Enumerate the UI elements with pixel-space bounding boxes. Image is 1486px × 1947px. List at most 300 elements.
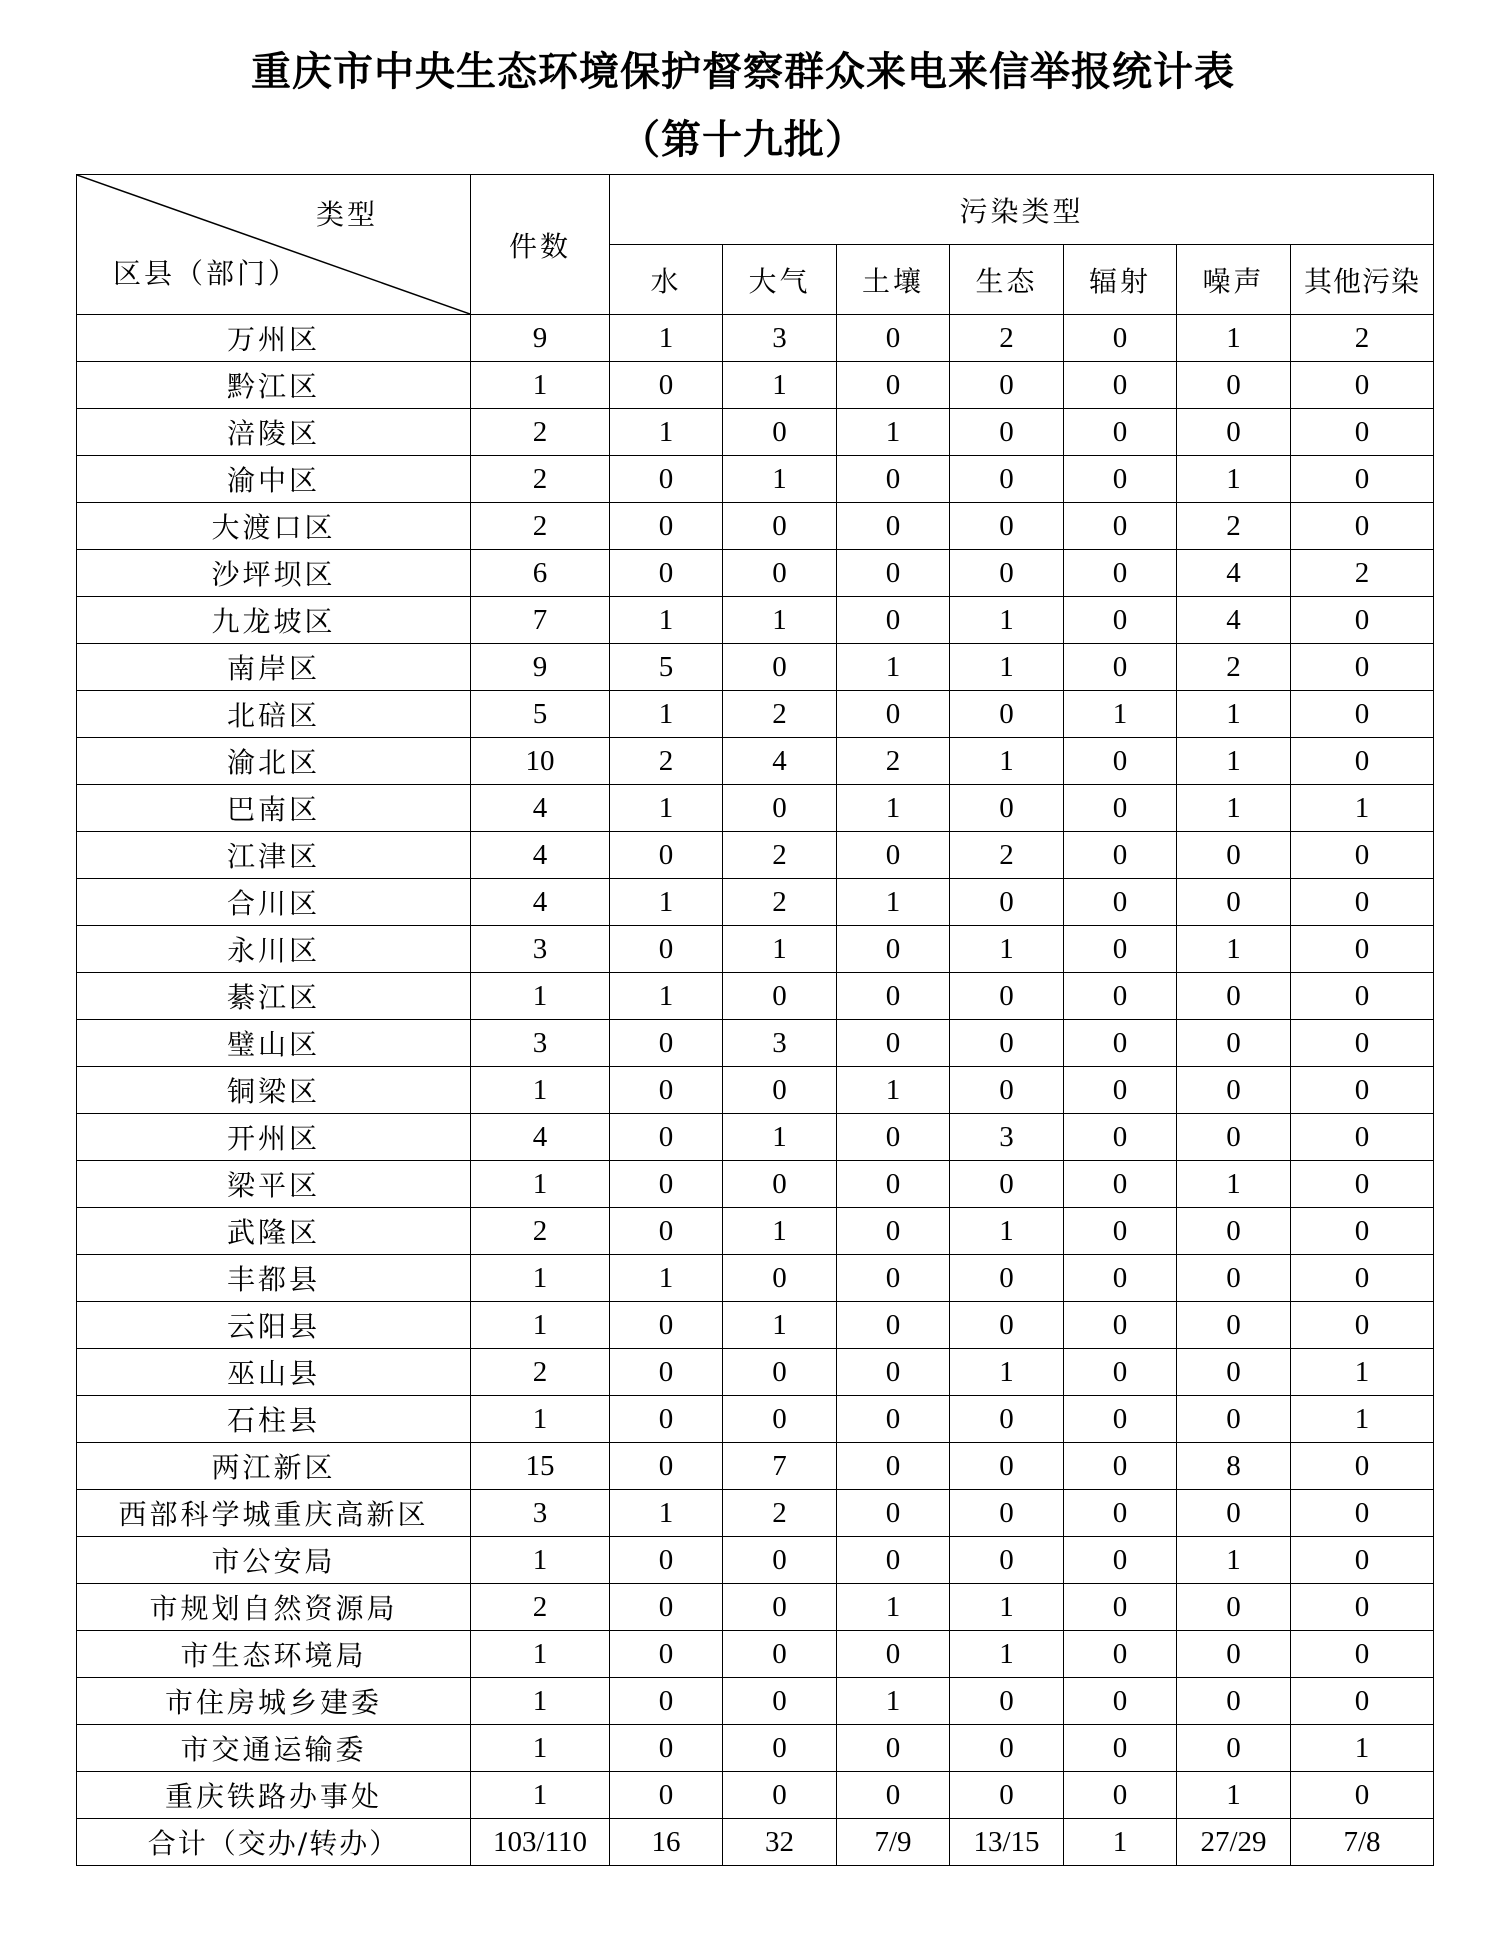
- cell-water: 0: [610, 1396, 723, 1443]
- region-name: 大渡口区: [77, 503, 471, 550]
- cell-noise: 0: [1177, 362, 1291, 409]
- cell-radiation: 0: [1064, 1302, 1177, 1349]
- column-header-air: 大气: [723, 245, 837, 315]
- cell-other: 0: [1291, 644, 1434, 691]
- case-count: 7: [471, 597, 610, 644]
- cell-other: 0: [1291, 1678, 1434, 1725]
- column-header-soil: 土壤: [837, 245, 950, 315]
- cell-noise: 0: [1177, 1631, 1291, 1678]
- cell-soil: 0: [837, 926, 950, 973]
- cell-radiation: 0: [1064, 1349, 1177, 1396]
- cell-air: 1: [723, 926, 837, 973]
- cell-noise: 0: [1177, 1725, 1291, 1772]
- cell-noise: 1: [1177, 785, 1291, 832]
- cell-radiation: 0: [1064, 1537, 1177, 1584]
- cell-water: 0: [610, 1678, 723, 1725]
- cell-soil: 0: [837, 1490, 950, 1537]
- table-row: [77, 597, 1434, 644]
- cell-water: 0: [610, 1114, 723, 1161]
- diagonal-divider-line: [77, 175, 470, 314]
- cell-ecology: 0: [950, 1161, 1064, 1208]
- cell-radiation: 0: [1064, 1208, 1177, 1255]
- cell-noise: 0: [1177, 1302, 1291, 1349]
- table-row: [77, 644, 1434, 691]
- cell-soil: 0: [837, 1161, 950, 1208]
- cell-other: 0: [1291, 1302, 1434, 1349]
- cell-air: 0: [723, 409, 837, 456]
- case-count: 5: [471, 691, 610, 738]
- cell-water: 1: [610, 1490, 723, 1537]
- cell-other: 0: [1291, 973, 1434, 1020]
- case-count: 3: [471, 926, 610, 973]
- case-count: 2: [471, 503, 610, 550]
- region-name: 北碚区: [77, 691, 471, 738]
- cell-air: 0: [723, 503, 837, 550]
- table-row: [77, 785, 1434, 832]
- case-count: 2: [471, 456, 610, 503]
- cell-radiation: 0: [1064, 1114, 1177, 1161]
- cell-radiation: 0: [1064, 503, 1177, 550]
- cell-air: 0: [723, 1631, 837, 1678]
- cell-radiation: 0: [1064, 597, 1177, 644]
- cell-soil: 0: [837, 456, 950, 503]
- cell-radiation: 0: [1064, 1255, 1177, 1302]
- cell-water: 0: [610, 832, 723, 879]
- cell-ecology: 0: [950, 1537, 1064, 1584]
- region-name: 铜梁区: [77, 1067, 471, 1114]
- case-count: 2: [471, 1584, 610, 1631]
- region-name: 綦江区: [77, 973, 471, 1020]
- region-name: 永川区: [77, 926, 471, 973]
- cell-other: 0: [1291, 1020, 1434, 1067]
- cell-noise: 8: [1177, 1443, 1291, 1490]
- cell-soil: 0: [837, 1020, 950, 1067]
- total-ecology: 13/15: [950, 1819, 1064, 1866]
- table-row: [77, 738, 1434, 785]
- cell-other: 0: [1291, 832, 1434, 879]
- cell-air: 0: [723, 1584, 837, 1631]
- cell-ecology: 0: [950, 1725, 1064, 1772]
- case-count: 4: [471, 832, 610, 879]
- case-count: 1: [471, 1302, 610, 1349]
- cell-radiation: 0: [1064, 362, 1177, 409]
- region-name: 璧山区: [77, 1020, 471, 1067]
- case-count: 10: [471, 738, 610, 785]
- cell-noise: 2: [1177, 503, 1291, 550]
- region-name: 武隆区: [77, 1208, 471, 1255]
- cell-air: 0: [723, 785, 837, 832]
- cell-air: 2: [723, 1490, 837, 1537]
- case-count: 3: [471, 1490, 610, 1537]
- cell-soil: 0: [837, 1537, 950, 1584]
- cell-noise: 4: [1177, 550, 1291, 597]
- table-row: [77, 973, 1434, 1020]
- cell-soil: 0: [837, 832, 950, 879]
- cell-air: 7: [723, 1443, 837, 1490]
- cell-air: 0: [723, 1067, 837, 1114]
- cell-soil: 0: [837, 550, 950, 597]
- case-count: 15: [471, 1443, 610, 1490]
- diagonal-header-cell: [77, 175, 471, 315]
- cell-ecology: 0: [950, 1443, 1064, 1490]
- table-row: [77, 362, 1434, 409]
- case-count: 2: [471, 1349, 610, 1396]
- cell-ecology: 1: [950, 1631, 1064, 1678]
- cell-soil: 0: [837, 1772, 950, 1819]
- cell-water: 2: [610, 738, 723, 785]
- cell-noise: 0: [1177, 1020, 1291, 1067]
- pollution-type-group-header: 污染类型: [610, 175, 1434, 245]
- cell-water: 1: [610, 691, 723, 738]
- cell-other: 2: [1291, 315, 1434, 362]
- cell-radiation: 0: [1064, 1490, 1177, 1537]
- region-name: 涪陵区: [77, 409, 471, 456]
- cell-water: 0: [610, 1631, 723, 1678]
- cell-water: 0: [610, 926, 723, 973]
- cell-water: 1: [610, 879, 723, 926]
- cell-air: 1: [723, 597, 837, 644]
- cell-ecology: 0: [950, 550, 1064, 597]
- table-row: [77, 315, 1434, 362]
- cell-soil: 2: [837, 738, 950, 785]
- cell-noise: 0: [1177, 1490, 1291, 1537]
- case-count: 1: [471, 1161, 610, 1208]
- total-soil: 7/9: [837, 1819, 950, 1866]
- table-row: [77, 456, 1434, 503]
- table-row: [77, 879, 1434, 926]
- column-header-other-pollution: 其他污染: [1291, 245, 1434, 315]
- cell-ecology: 1: [950, 1349, 1064, 1396]
- region-name: 两江新区: [77, 1443, 471, 1490]
- region-name: 万州区: [77, 315, 471, 362]
- cell-noise: 1: [1177, 456, 1291, 503]
- table-row: [77, 1537, 1434, 1584]
- cell-air: 0: [723, 1396, 837, 1443]
- cell-soil: 1: [837, 785, 950, 832]
- cell-air: 0: [723, 550, 837, 597]
- cell-other: 0: [1291, 1443, 1434, 1490]
- case-count: 1: [471, 1772, 610, 1819]
- cell-water: 0: [610, 1302, 723, 1349]
- cell-water: 0: [610, 1208, 723, 1255]
- case-count: 4: [471, 1114, 610, 1161]
- cell-other: 0: [1291, 409, 1434, 456]
- table-header: [77, 175, 1434, 315]
- cell-ecology: 0: [950, 1772, 1064, 1819]
- region-name: 市住房城乡建委: [77, 1678, 471, 1725]
- cell-other: 0: [1291, 1161, 1434, 1208]
- cell-radiation: 0: [1064, 409, 1177, 456]
- cell-ecology: 0: [950, 1255, 1064, 1302]
- cell-other: 0: [1291, 1772, 1434, 1819]
- cell-air: 1: [723, 1208, 837, 1255]
- cell-water: 0: [610, 550, 723, 597]
- cell-noise: 1: [1177, 1161, 1291, 1208]
- cell-soil: 0: [837, 1302, 950, 1349]
- case-count: 3: [471, 1020, 610, 1067]
- cell-radiation: 0: [1064, 644, 1177, 691]
- table-row: [77, 691, 1434, 738]
- table-row: [77, 1114, 1434, 1161]
- cell-noise: 1: [1177, 315, 1291, 362]
- cell-radiation: 0: [1064, 1631, 1177, 1678]
- cell-radiation: 0: [1064, 1678, 1177, 1725]
- cell-radiation: 1: [1064, 691, 1177, 738]
- cell-ecology: 0: [950, 409, 1064, 456]
- cell-other: 0: [1291, 1584, 1434, 1631]
- table-row: [77, 926, 1434, 973]
- table-row: [77, 832, 1434, 879]
- table-row: [77, 1302, 1434, 1349]
- cell-other: 0: [1291, 1490, 1434, 1537]
- total-air: 32: [723, 1819, 837, 1866]
- cell-other: 1: [1291, 1396, 1434, 1443]
- cell-soil: 1: [837, 409, 950, 456]
- table-row: [77, 1067, 1434, 1114]
- cell-air: 2: [723, 691, 837, 738]
- table-row: [77, 1443, 1434, 1490]
- cell-soil: 0: [837, 1349, 950, 1396]
- cell-air: 3: [723, 1020, 837, 1067]
- region-name: 沙坪坝区: [77, 550, 471, 597]
- total-row: [77, 1819, 1434, 1866]
- cell-noise: 0: [1177, 1067, 1291, 1114]
- cell-water: 0: [610, 362, 723, 409]
- cell-ecology: 1: [950, 1208, 1064, 1255]
- case-count: 4: [471, 879, 610, 926]
- region-name: 巴南区: [77, 785, 471, 832]
- cell-noise: 0: [1177, 973, 1291, 1020]
- cell-air: 0: [723, 644, 837, 691]
- cell-soil: 0: [837, 315, 950, 362]
- cell-radiation: 0: [1064, 1443, 1177, 1490]
- cell-air: 0: [723, 1772, 837, 1819]
- type-label: 类型: [315, 198, 378, 231]
- column-header-ecology: 生态: [950, 245, 1064, 315]
- batch-subtitle: （第十九批）: [620, 117, 866, 163]
- cell-air: 1: [723, 456, 837, 503]
- cell-noise: 1: [1177, 1537, 1291, 1584]
- cell-radiation: 0: [1064, 785, 1177, 832]
- cell-noise: 1: [1177, 691, 1291, 738]
- cell-soil: 0: [837, 597, 950, 644]
- region-name: 重庆铁路办事处: [77, 1772, 471, 1819]
- region-name: 市生态环境局: [77, 1631, 471, 1678]
- cell-ecology: 0: [950, 1490, 1064, 1537]
- table-row: [77, 1396, 1434, 1443]
- cell-soil: 1: [837, 1067, 950, 1114]
- cell-air: 1: [723, 1114, 837, 1161]
- region-name: 丰都县: [77, 1255, 471, 1302]
- region-name: 云阳县: [77, 1302, 471, 1349]
- region-name: 渝中区: [77, 456, 471, 503]
- cell-air: 1: [723, 1302, 837, 1349]
- cell-noise: 1: [1177, 738, 1291, 785]
- cell-water: 0: [610, 456, 723, 503]
- cell-air: 0: [723, 1349, 837, 1396]
- table-row: [77, 550, 1434, 597]
- cell-water: 0: [610, 1349, 723, 1396]
- cell-radiation: 0: [1064, 456, 1177, 503]
- region-label: 区县（部门）: [113, 257, 300, 290]
- cell-other: 0: [1291, 1537, 1434, 1584]
- case-count: 9: [471, 315, 610, 362]
- table-row: [77, 1161, 1434, 1208]
- cell-radiation: 0: [1064, 879, 1177, 926]
- cell-radiation: 0: [1064, 738, 1177, 785]
- cell-ecology: 0: [950, 1020, 1064, 1067]
- cell-ecology: 2: [950, 315, 1064, 362]
- cell-soil: 1: [837, 1678, 950, 1725]
- cell-air: 0: [723, 1537, 837, 1584]
- cell-radiation: 0: [1064, 832, 1177, 879]
- cell-water: 0: [610, 1161, 723, 1208]
- cell-ecology: 1: [950, 644, 1064, 691]
- table-row: [77, 1208, 1434, 1255]
- cell-noise: 1: [1177, 926, 1291, 973]
- cell-radiation: 0: [1064, 315, 1177, 362]
- cell-soil: 0: [837, 1114, 950, 1161]
- cell-ecology: 0: [950, 785, 1064, 832]
- cell-other: 1: [1291, 785, 1434, 832]
- region-name: 开州区: [77, 1114, 471, 1161]
- region-name: 合川区: [77, 879, 471, 926]
- cell-other: 0: [1291, 1067, 1434, 1114]
- cell-other: 0: [1291, 691, 1434, 738]
- table-row: [77, 409, 1434, 456]
- cell-noise: 0: [1177, 1114, 1291, 1161]
- cell-air: 0: [723, 1678, 837, 1725]
- cell-soil: 0: [837, 1208, 950, 1255]
- cell-ecology: 0: [950, 973, 1064, 1020]
- case-count: 1: [471, 1631, 610, 1678]
- cell-water: 0: [610, 1443, 723, 1490]
- cell-water: 1: [610, 973, 723, 1020]
- cell-noise: 2: [1177, 644, 1291, 691]
- case-count: 9: [471, 644, 610, 691]
- cell-noise: 0: [1177, 409, 1291, 456]
- cell-air: 0: [723, 973, 837, 1020]
- cell-water: 0: [610, 1067, 723, 1114]
- cell-noise: 1: [1177, 1772, 1291, 1819]
- cell-other: 0: [1291, 1114, 1434, 1161]
- column-header-noise: 噪声: [1177, 245, 1291, 315]
- cell-ecology: 0: [950, 879, 1064, 926]
- cell-ecology: 1: [950, 738, 1064, 785]
- total-radiation: 1: [1064, 1819, 1177, 1866]
- cell-noise: 0: [1177, 1678, 1291, 1725]
- table-row: [77, 1490, 1434, 1537]
- cell-ecology: 1: [950, 597, 1064, 644]
- cell-other: 1: [1291, 1725, 1434, 1772]
- case-count: 1: [471, 362, 610, 409]
- cell-noise: 0: [1177, 1208, 1291, 1255]
- cell-ecology: 0: [950, 1067, 1064, 1114]
- case-count: 2: [471, 1208, 610, 1255]
- cell-ecology: 1: [950, 1584, 1064, 1631]
- cell-other: 2: [1291, 550, 1434, 597]
- cell-other: 0: [1291, 1208, 1434, 1255]
- table-row: [77, 1772, 1434, 1819]
- cell-water: 0: [610, 1772, 723, 1819]
- table-row: [77, 1255, 1434, 1302]
- cell-other: 0: [1291, 926, 1434, 973]
- case-count: 2: [471, 409, 610, 456]
- cell-ecology: 0: [950, 691, 1064, 738]
- cell-ecology: 0: [950, 1302, 1064, 1349]
- cell-air: 0: [723, 1161, 837, 1208]
- total-other: 7/8: [1291, 1819, 1434, 1866]
- cell-water: 0: [610, 1020, 723, 1067]
- column-header-water: 水: [610, 245, 723, 315]
- cell-air: 3: [723, 315, 837, 362]
- cell-water: 0: [610, 1537, 723, 1584]
- cell-radiation: 0: [1064, 550, 1177, 597]
- cell-soil: 0: [837, 691, 950, 738]
- case-count: 1: [471, 1255, 610, 1302]
- cell-soil: 0: [837, 1725, 950, 1772]
- cell-other: 0: [1291, 503, 1434, 550]
- cell-soil: 1: [837, 1584, 950, 1631]
- case-count: 1: [471, 1067, 610, 1114]
- cell-air: 2: [723, 879, 837, 926]
- cell-air: 4: [723, 738, 837, 785]
- cell-soil: 0: [837, 1443, 950, 1490]
- table-row: [77, 1020, 1434, 1067]
- region-name: 市规划自然资源局: [77, 1584, 471, 1631]
- document-title: 重庆市中央生态环境保护督察群众来电来信举报统计表: [251, 49, 1235, 95]
- case-count: 1: [471, 973, 610, 1020]
- cell-water: 0: [610, 503, 723, 550]
- cell-noise: 0: [1177, 1349, 1291, 1396]
- region-name: 西部科学城重庆高新区: [77, 1490, 471, 1537]
- cell-other: 0: [1291, 738, 1434, 785]
- cell-other: 0: [1291, 1255, 1434, 1302]
- region-name: 黔江区: [77, 362, 471, 409]
- table-body: [77, 315, 1434, 1819]
- cell-ecology: 0: [950, 1396, 1064, 1443]
- region-name: 市公安局: [77, 1537, 471, 1584]
- cell-water: 1: [610, 785, 723, 832]
- total-count: 103/110: [471, 1819, 610, 1866]
- cell-soil: 0: [837, 1631, 950, 1678]
- table-row: [77, 1349, 1434, 1396]
- cell-noise: 4: [1177, 597, 1291, 644]
- column-header-radiation: 辐射: [1064, 245, 1177, 315]
- case-count: 1: [471, 1725, 610, 1772]
- cell-water: 1: [610, 597, 723, 644]
- region-name: 南岸区: [77, 644, 471, 691]
- case-count: 6: [471, 550, 610, 597]
- cell-air: 2: [723, 832, 837, 879]
- cell-radiation: 0: [1064, 926, 1177, 973]
- cell-ecology: 0: [950, 503, 1064, 550]
- cell-water: 1: [610, 315, 723, 362]
- cell-radiation: 0: [1064, 1725, 1177, 1772]
- cell-other: 0: [1291, 456, 1434, 503]
- cell-other: 0: [1291, 597, 1434, 644]
- table-row: [77, 1725, 1434, 1772]
- cell-radiation: 0: [1064, 973, 1177, 1020]
- case-count: 1: [471, 1537, 610, 1584]
- cell-water: 1: [610, 409, 723, 456]
- table-row: [77, 1584, 1434, 1631]
- cell-air: 1: [723, 362, 837, 409]
- cell-ecology: 3: [950, 1114, 1064, 1161]
- cell-noise: 0: [1177, 1396, 1291, 1443]
- cell-radiation: 0: [1064, 1772, 1177, 1819]
- cell-ecology: 0: [950, 1678, 1064, 1725]
